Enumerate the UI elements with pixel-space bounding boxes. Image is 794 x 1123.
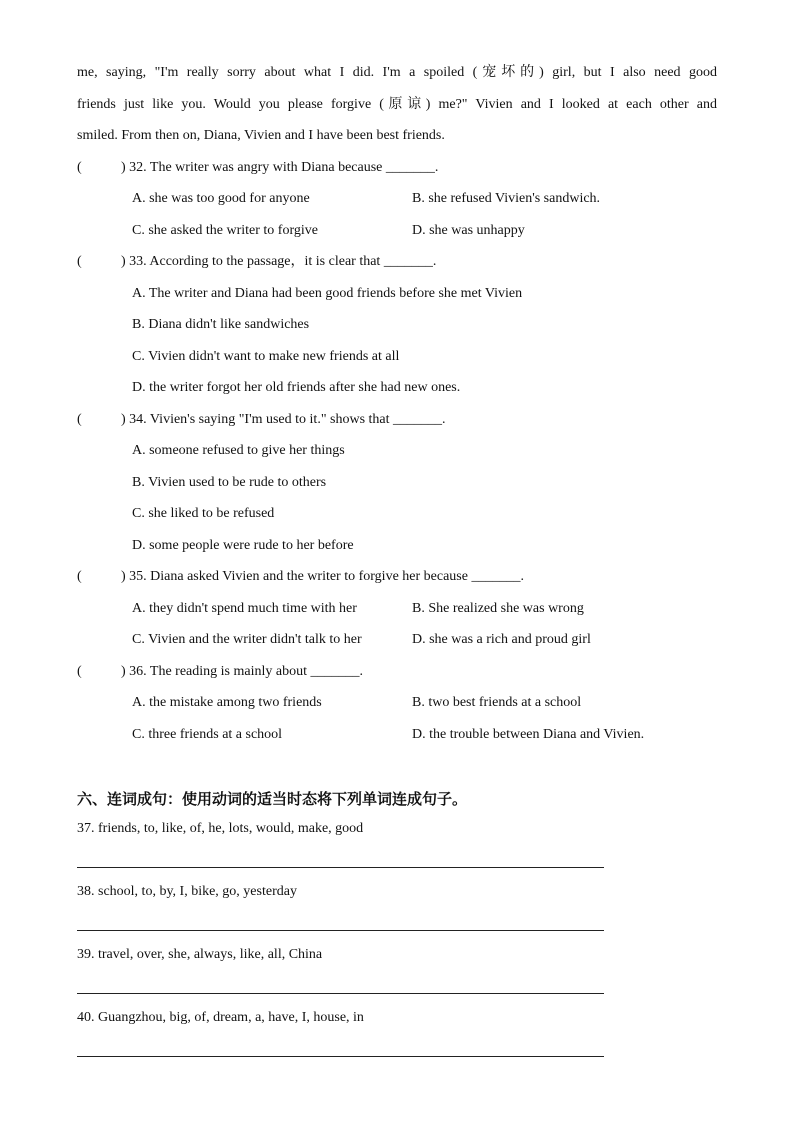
passage-line-2: friends just like you. Would you please forgive (原谅) me?" Vivien and I looked at each other and (77, 97, 717, 112)
answer-bracket[interactable]: ( (77, 160, 82, 175)
sentence-item-38: 38. school, to, by, I, bike, go, yesterday (77, 884, 297, 899)
answer-line-39[interactable] (77, 993, 604, 994)
sentence-item-40: 40. Guangzhou, big, of, dream, a, have, I, house, in (77, 1010, 364, 1025)
answer-bracket[interactable]: ( (77, 569, 82, 584)
answer-line-37[interactable] (77, 867, 604, 868)
q32-option-b: B. she refused Vivien's sandwich. (412, 191, 601, 206)
answer-bracket[interactable]: ( (77, 664, 82, 679)
q34-option-b: B. Vivien used to be rude to others (132, 475, 327, 490)
sentence-item-37: 37. friends, to, like, of, he, lots, would, make, good (77, 821, 364, 836)
q36-option-b: B. two best friends at a school (412, 695, 582, 710)
question-text: ) 36. The reading is mainly about _______. (121, 664, 363, 679)
section-six-heading: 六、连词成句：使用动词的适当时态将下列单词连成句子。 (77, 790, 468, 808)
q36-option-d: D. the trouble between Diana and Vivien. (412, 727, 645, 742)
answer-bracket[interactable]: ( (77, 412, 82, 427)
passage-line-3: smiled. From then on, Diana, Vivien and I have been best friends. (77, 128, 445, 143)
passage-line-1: me, saying, "I'm really sorry about what I did. I'm a spoiled (宠坏的) girl, but I also need good (77, 65, 717, 80)
question-33-stem (77, 253, 436, 271)
answer-bracket[interactable]: ( (77, 254, 82, 269)
question-text: ) 35. Diana asked Vivien and the writer to forgive her because _______. (121, 569, 524, 584)
q33-option-d: D. the writer forgot her old friends after she had new ones. (132, 380, 461, 395)
q34-option-d: D. some people were rude to her before (132, 538, 354, 553)
q35-option-a: A. they didn't spend much time with her (132, 601, 357, 616)
question-34-stem (77, 411, 446, 429)
q35-option-b: B. She realized she was wrong (412, 601, 584, 616)
question-35-stem (77, 568, 524, 586)
answer-line-40[interactable] (77, 1056, 604, 1057)
q34-option-c: C. she liked to be refused (132, 506, 275, 521)
question-36-stem (77, 663, 363, 681)
sentence-item-39: 39. travel, over, she, always, like, all, China (77, 947, 323, 962)
q33-option-c: C. Vivien didn't want to make new friends at all (132, 349, 400, 364)
q36-option-c: C. three friends at a school (132, 727, 283, 742)
q33-option-a: A. The writer and Diana had been good friends before she met Vivien (132, 286, 523, 301)
q32-option-d: D. she was unhappy (412, 223, 525, 238)
q33-option-b: B. Diana didn't like sandwiches (132, 317, 310, 332)
question-text: ) 34. Vivien's saying "I'm used to it." shows that _______. (121, 412, 446, 427)
q35-option-d: D. she was a rich and proud girl (412, 632, 591, 647)
answer-line-38[interactable] (77, 930, 604, 931)
question-text: ) 32. The writer was angry with Diana because _______. (121, 160, 439, 175)
q34-option-a: A. someone refused to give her things (132, 443, 345, 458)
q32-option-a: A. she was too good for anyone (132, 191, 310, 206)
q32-option-c: C. she asked the writer to forgive (132, 223, 318, 238)
question-text: ) 33. According to the passage，it is clear that _______. (121, 254, 437, 269)
q36-option-a: A. the mistake among two friends (132, 695, 322, 710)
question-32-stem (77, 159, 438, 177)
q35-option-c: C. Vivien and the writer didn't talk to her (132, 632, 362, 647)
